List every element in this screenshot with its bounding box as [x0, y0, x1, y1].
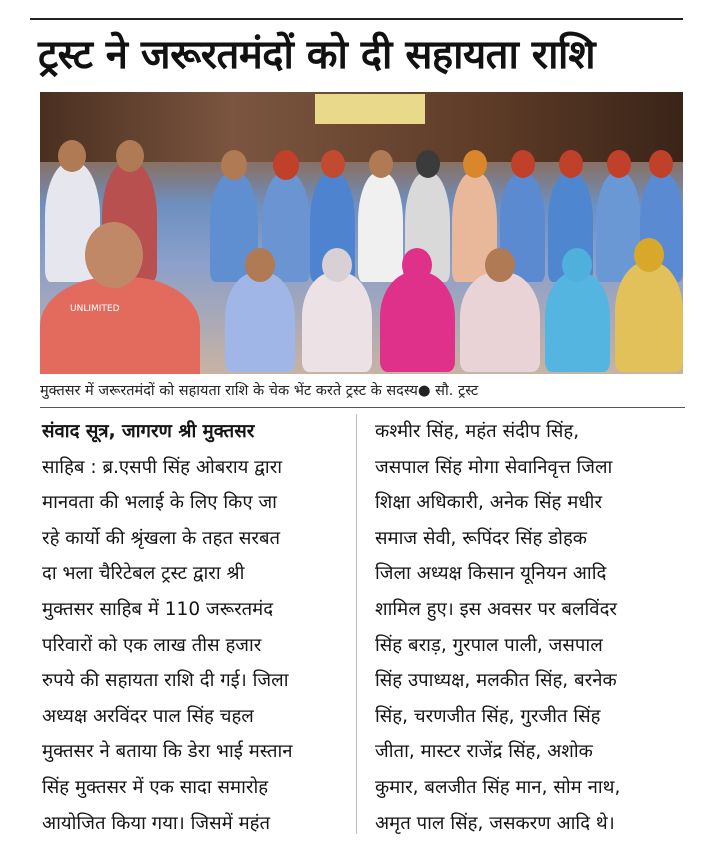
- photo-banner: [315, 94, 425, 124]
- body-line: शामिल हुए। इस अवसर पर बलविंदर: [375, 598, 617, 620]
- body-line: सिंह उपाध्यक्ष, मलकीत सिंह, बरनेक: [375, 670, 617, 692]
- photo-caption: मुक्तसर में जरूरतमंदों को सहायता राशि के चेक भेंट करते ट्रस्ट के सदस्य● सौ. ट्रस्ट: [40, 383, 479, 399]
- caption-rule: [40, 407, 685, 408]
- body-line: कश्मीर सिंह, महंत संदीप सिंह,: [375, 421, 580, 442]
- body-line: कुमार, बलजीत सिंह मान, सोम नाथ,: [375, 776, 621, 798]
- top-rule: [30, 18, 683, 20]
- body-line: सिंह, चरणजीत सिंह, गुरजीत सिंह: [375, 705, 601, 727]
- shirt-text: UNLIMITED: [70, 304, 120, 314]
- body-line-text: साहिब : ब्र.एसपी सिंह ओबराय द्वारा: [42, 456, 283, 478]
- byline: संवाद सूत्र, जागरण श्री मुक्तसर: [42, 421, 255, 442]
- body-line: मुक्तसर साहिब में 110 जरूरतमंद: [42, 598, 274, 620]
- body-line: अध्यक्ष अरविंदर पाल सिंह चहल: [42, 705, 254, 727]
- column-divider: [356, 414, 357, 834]
- body-line: सिंह बराड़, गुरपाल पाली, जसपाल: [375, 634, 603, 656]
- body-line: अमृत पाल सिंह, जसकरण आदि थे।: [375, 812, 615, 834]
- body-line: जसपाल सिंह मोगा सेवानिवृत्त जिला: [375, 456, 613, 478]
- body-line: रहे कार्यो की श्रृंखला के तहत सरबत: [42, 527, 281, 549]
- body-line: सिंह मुक्तसर में एक सादा समारोह: [42, 776, 269, 798]
- body-line: आयोजित किया गया। जिसमें महंत: [42, 812, 271, 834]
- photo-seated-group: [40, 242, 683, 374]
- body-line: मानवता की भलाई के लिए किए जा: [42, 492, 277, 514]
- body-line: [42, 450, 342, 486]
- body-line: मुक्तसर ने बताया कि डेरा भाई मस्तान: [42, 741, 293, 763]
- body-line: जिला अध्यक्ष किसान यूनियन आदि: [375, 563, 607, 585]
- body-line: जीता, मास्टर राजेंद्र सिंह, अशोक: [375, 741, 593, 763]
- body-line: दा भला चैरिटेबल ट्रस्ट द्वारा श्री: [42, 563, 245, 585]
- body-line: समाज सेवी, रूपिंदर सिंह डोहक: [375, 527, 587, 549]
- column-left: [42, 414, 342, 841]
- body-line: परिवारों को एक लाख तीस हजार: [42, 634, 262, 656]
- body-line: रुपये की सहायता राशि दी गई। जिला: [42, 670, 289, 692]
- news-photo: [40, 92, 683, 374]
- body-line: शिक्षा अधिकारी, अनेक सिंह मधीर: [375, 492, 603, 514]
- column-right: [375, 414, 687, 841]
- headline: ट्रस्ट ने जरूरतमंदों को दी सहायता राशि: [38, 32, 596, 78]
